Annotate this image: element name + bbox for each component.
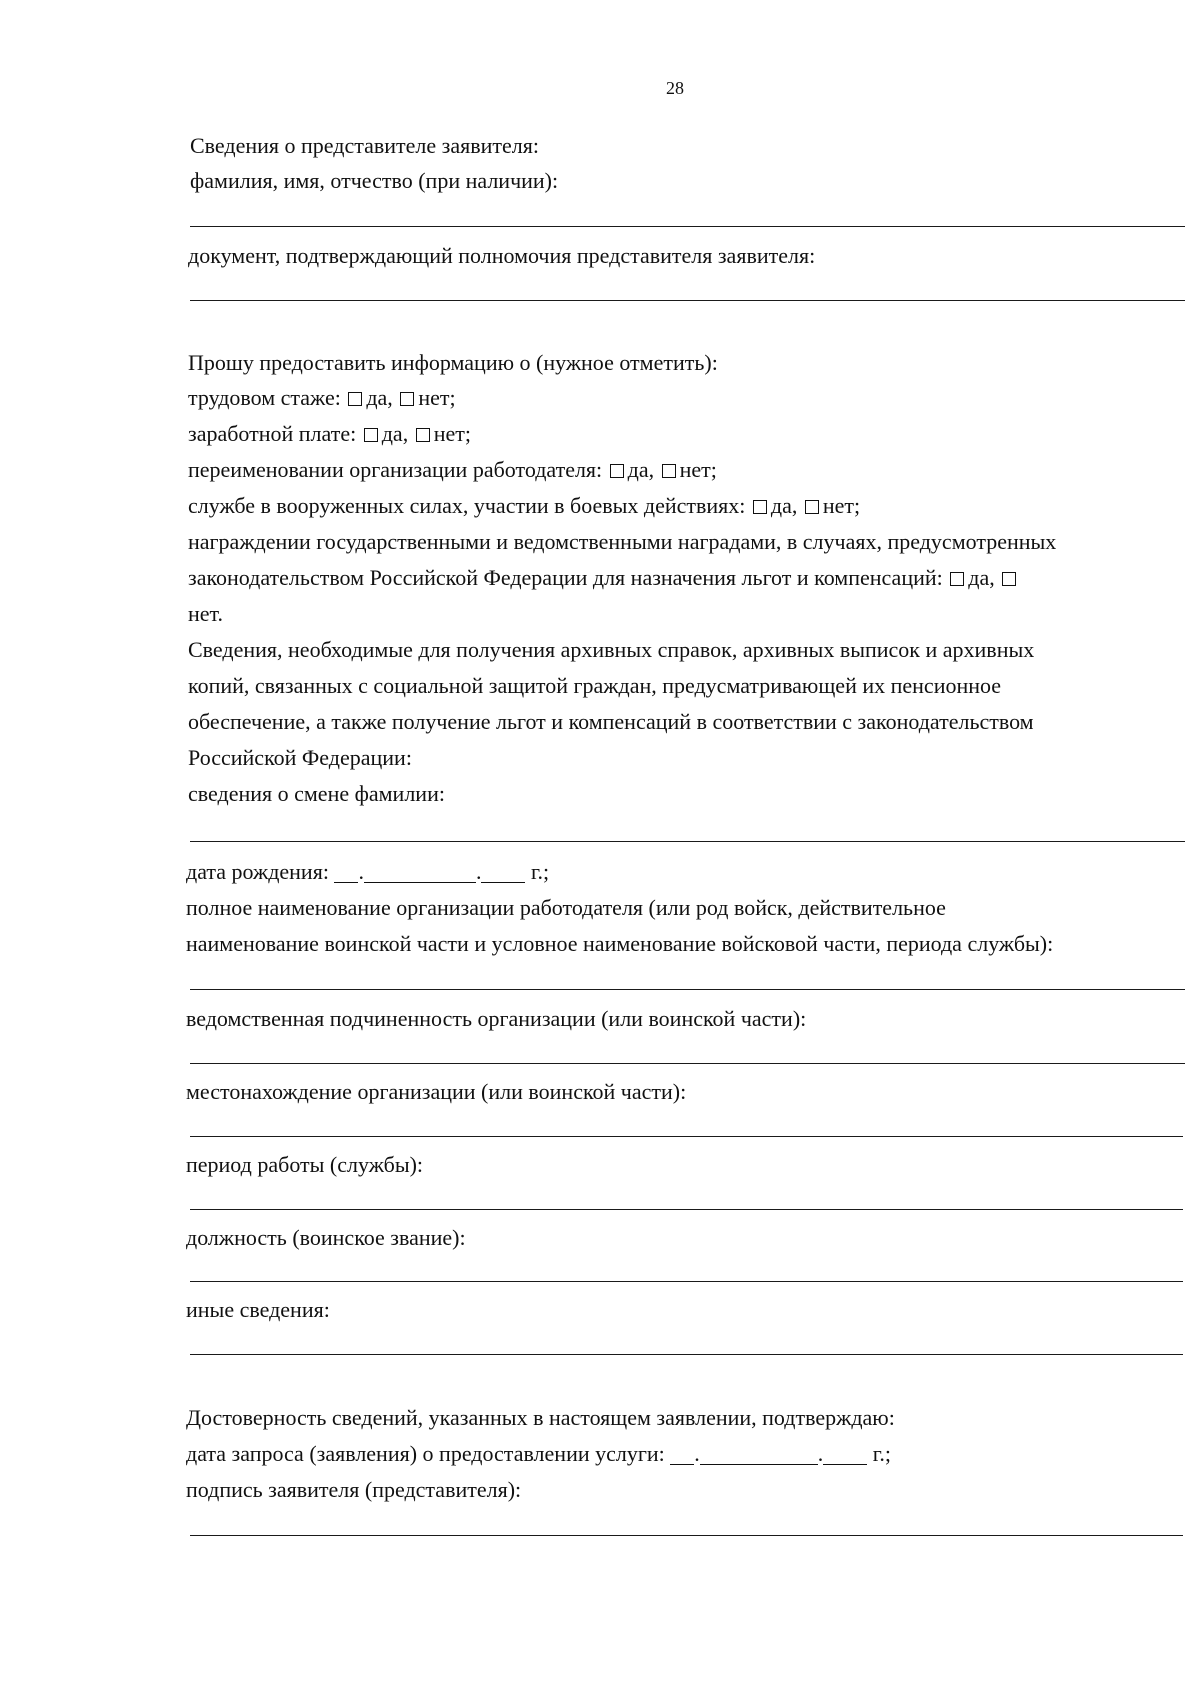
- date-separator: .: [694, 1441, 700, 1466]
- date-separator: .: [358, 859, 364, 884]
- request-awards-label: законодательством Российской Федерации для назначения льгот и компенсаций:: [188, 565, 943, 590]
- request-month-field[interactable]: [700, 1444, 818, 1465]
- checkbox-yes[interactable]: [950, 572, 964, 586]
- year-suffix: г.;: [872, 1441, 891, 1466]
- date-separator: .: [475, 859, 482, 884]
- page-number: 28: [666, 78, 684, 98]
- request-item-renaming: [188, 457, 717, 483]
- request-day-field[interactable]: [670, 1444, 694, 1465]
- option-no-label: нет;: [822, 493, 861, 518]
- option-yes-label: да,: [366, 385, 393, 410]
- representative-document-field[interactable]: [190, 300, 1185, 301]
- surname-change-field[interactable]: [190, 841, 1185, 842]
- option-no-label: нет;: [433, 421, 471, 446]
- request-item-salary: [188, 421, 471, 447]
- signature-label: подпись заявителя (представителя):: [186, 1477, 522, 1502]
- position-label: должность (воинское звание):: [186, 1225, 466, 1250]
- position-field[interactable]: [190, 1281, 1183, 1282]
- subordination-field[interactable]: [190, 1063, 1185, 1064]
- checkbox-yes[interactable]: [348, 392, 362, 406]
- period-label: период работы (службы):: [186, 1152, 424, 1177]
- request-item-label: службе в вооруженных силах, участии в боевых действиях:: [188, 493, 746, 518]
- year-suffix: г.;: [530, 859, 550, 884]
- checkbox-no[interactable]: [805, 500, 819, 514]
- option-no-label: нет.: [188, 601, 223, 626]
- request-awards-line2: [188, 565, 1020, 591]
- checkbox-yes[interactable]: [610, 464, 624, 478]
- request-item-military: [188, 493, 860, 519]
- info-paragraph-line1: Сведения, необходимые для получения архивных справок, архивных выписок и архивных: [188, 637, 1035, 662]
- period-field[interactable]: [190, 1209, 1183, 1210]
- other-info-field[interactable]: [190, 1354, 1183, 1355]
- subordination-label: ведомственная подчиненность организации (или воинской части):: [186, 1006, 807, 1031]
- representative-name-label: фамилия, имя, отчество (при наличии):: [190, 168, 559, 193]
- info-paragraph-line4: Российской Федерации:: [188, 745, 412, 770]
- other-info-label: иные сведения:: [186, 1297, 330, 1322]
- checkbox-no[interactable]: [662, 464, 676, 478]
- checkbox-yes[interactable]: [364, 428, 378, 442]
- checkbox-no[interactable]: [416, 428, 430, 442]
- request-date-label: дата запроса (заявления) о предоставлении услуги:: [186, 1441, 665, 1466]
- checkbox-yes[interactable]: [753, 500, 767, 514]
- option-no-label: нет;: [679, 457, 717, 482]
- org-name-line1: полное наименование организации работодателя (или род войск, действительное: [186, 895, 946, 920]
- location-field[interactable]: [190, 1136, 1183, 1137]
- info-paragraph-line2: копий, связанных с социальной защитой граждан, предусматривающей их пенсионное: [188, 673, 1002, 698]
- location-label: местонахождение организации (или воинской части):: [186, 1079, 687, 1104]
- date-separator: .: [817, 1441, 824, 1466]
- request-awards-line1: награждении государственными и ведомственными наградами, в случаях, предусмотренных: [188, 529, 1057, 554]
- surname-change-label: сведения о смене фамилии:: [188, 781, 445, 806]
- request-date-row: [186, 1441, 891, 1467]
- birth-month-field[interactable]: [364, 862, 476, 883]
- birth-date-row: [186, 859, 549, 885]
- request-year-field[interactable]: [823, 1444, 867, 1465]
- info-paragraph-line3: обеспечение, а также получение льгот и компенсаций в соответствии с законодательством: [188, 709, 1034, 734]
- org-name-field[interactable]: [190, 989, 1185, 990]
- birth-year-field[interactable]: [481, 862, 525, 883]
- birth-day-field[interactable]: [334, 862, 358, 883]
- option-no-label: нет;: [418, 385, 456, 410]
- checkbox-no[interactable]: [400, 392, 414, 406]
- checkbox-no[interactable]: [1002, 572, 1016, 586]
- confirmation-statement: Достоверность сведений, указанных в настоящем заявлении, подтверждаю:: [186, 1405, 895, 1430]
- org-name-line2: наименование воинской части и условное наименование войсковой части, периода службы):: [186, 931, 1054, 956]
- request-intro: Прошу предоставить информацию о (нужное отметить):: [188, 350, 718, 375]
- request-item-label: трудовом стаже:: [188, 385, 341, 410]
- representative-name-field[interactable]: [190, 226, 1185, 227]
- request-item-label: заработной плате:: [188, 421, 357, 446]
- signature-field[interactable]: [190, 1535, 1183, 1536]
- birth-date-label: дата рождения:: [186, 859, 329, 884]
- option-yes-label: да,: [627, 457, 655, 482]
- representative-heading: Сведения о представителе заявителя:: [190, 133, 539, 158]
- option-yes-label: да,: [770, 493, 798, 518]
- request-item-work-experience: [188, 385, 456, 411]
- option-yes-label: да,: [968, 565, 995, 590]
- request-item-label: переименовании организации работодателя:: [188, 457, 603, 482]
- representative-document-label: документ, подтверждающий полномочия представителя заявителя:: [188, 243, 816, 268]
- option-yes-label: да,: [381, 421, 409, 446]
